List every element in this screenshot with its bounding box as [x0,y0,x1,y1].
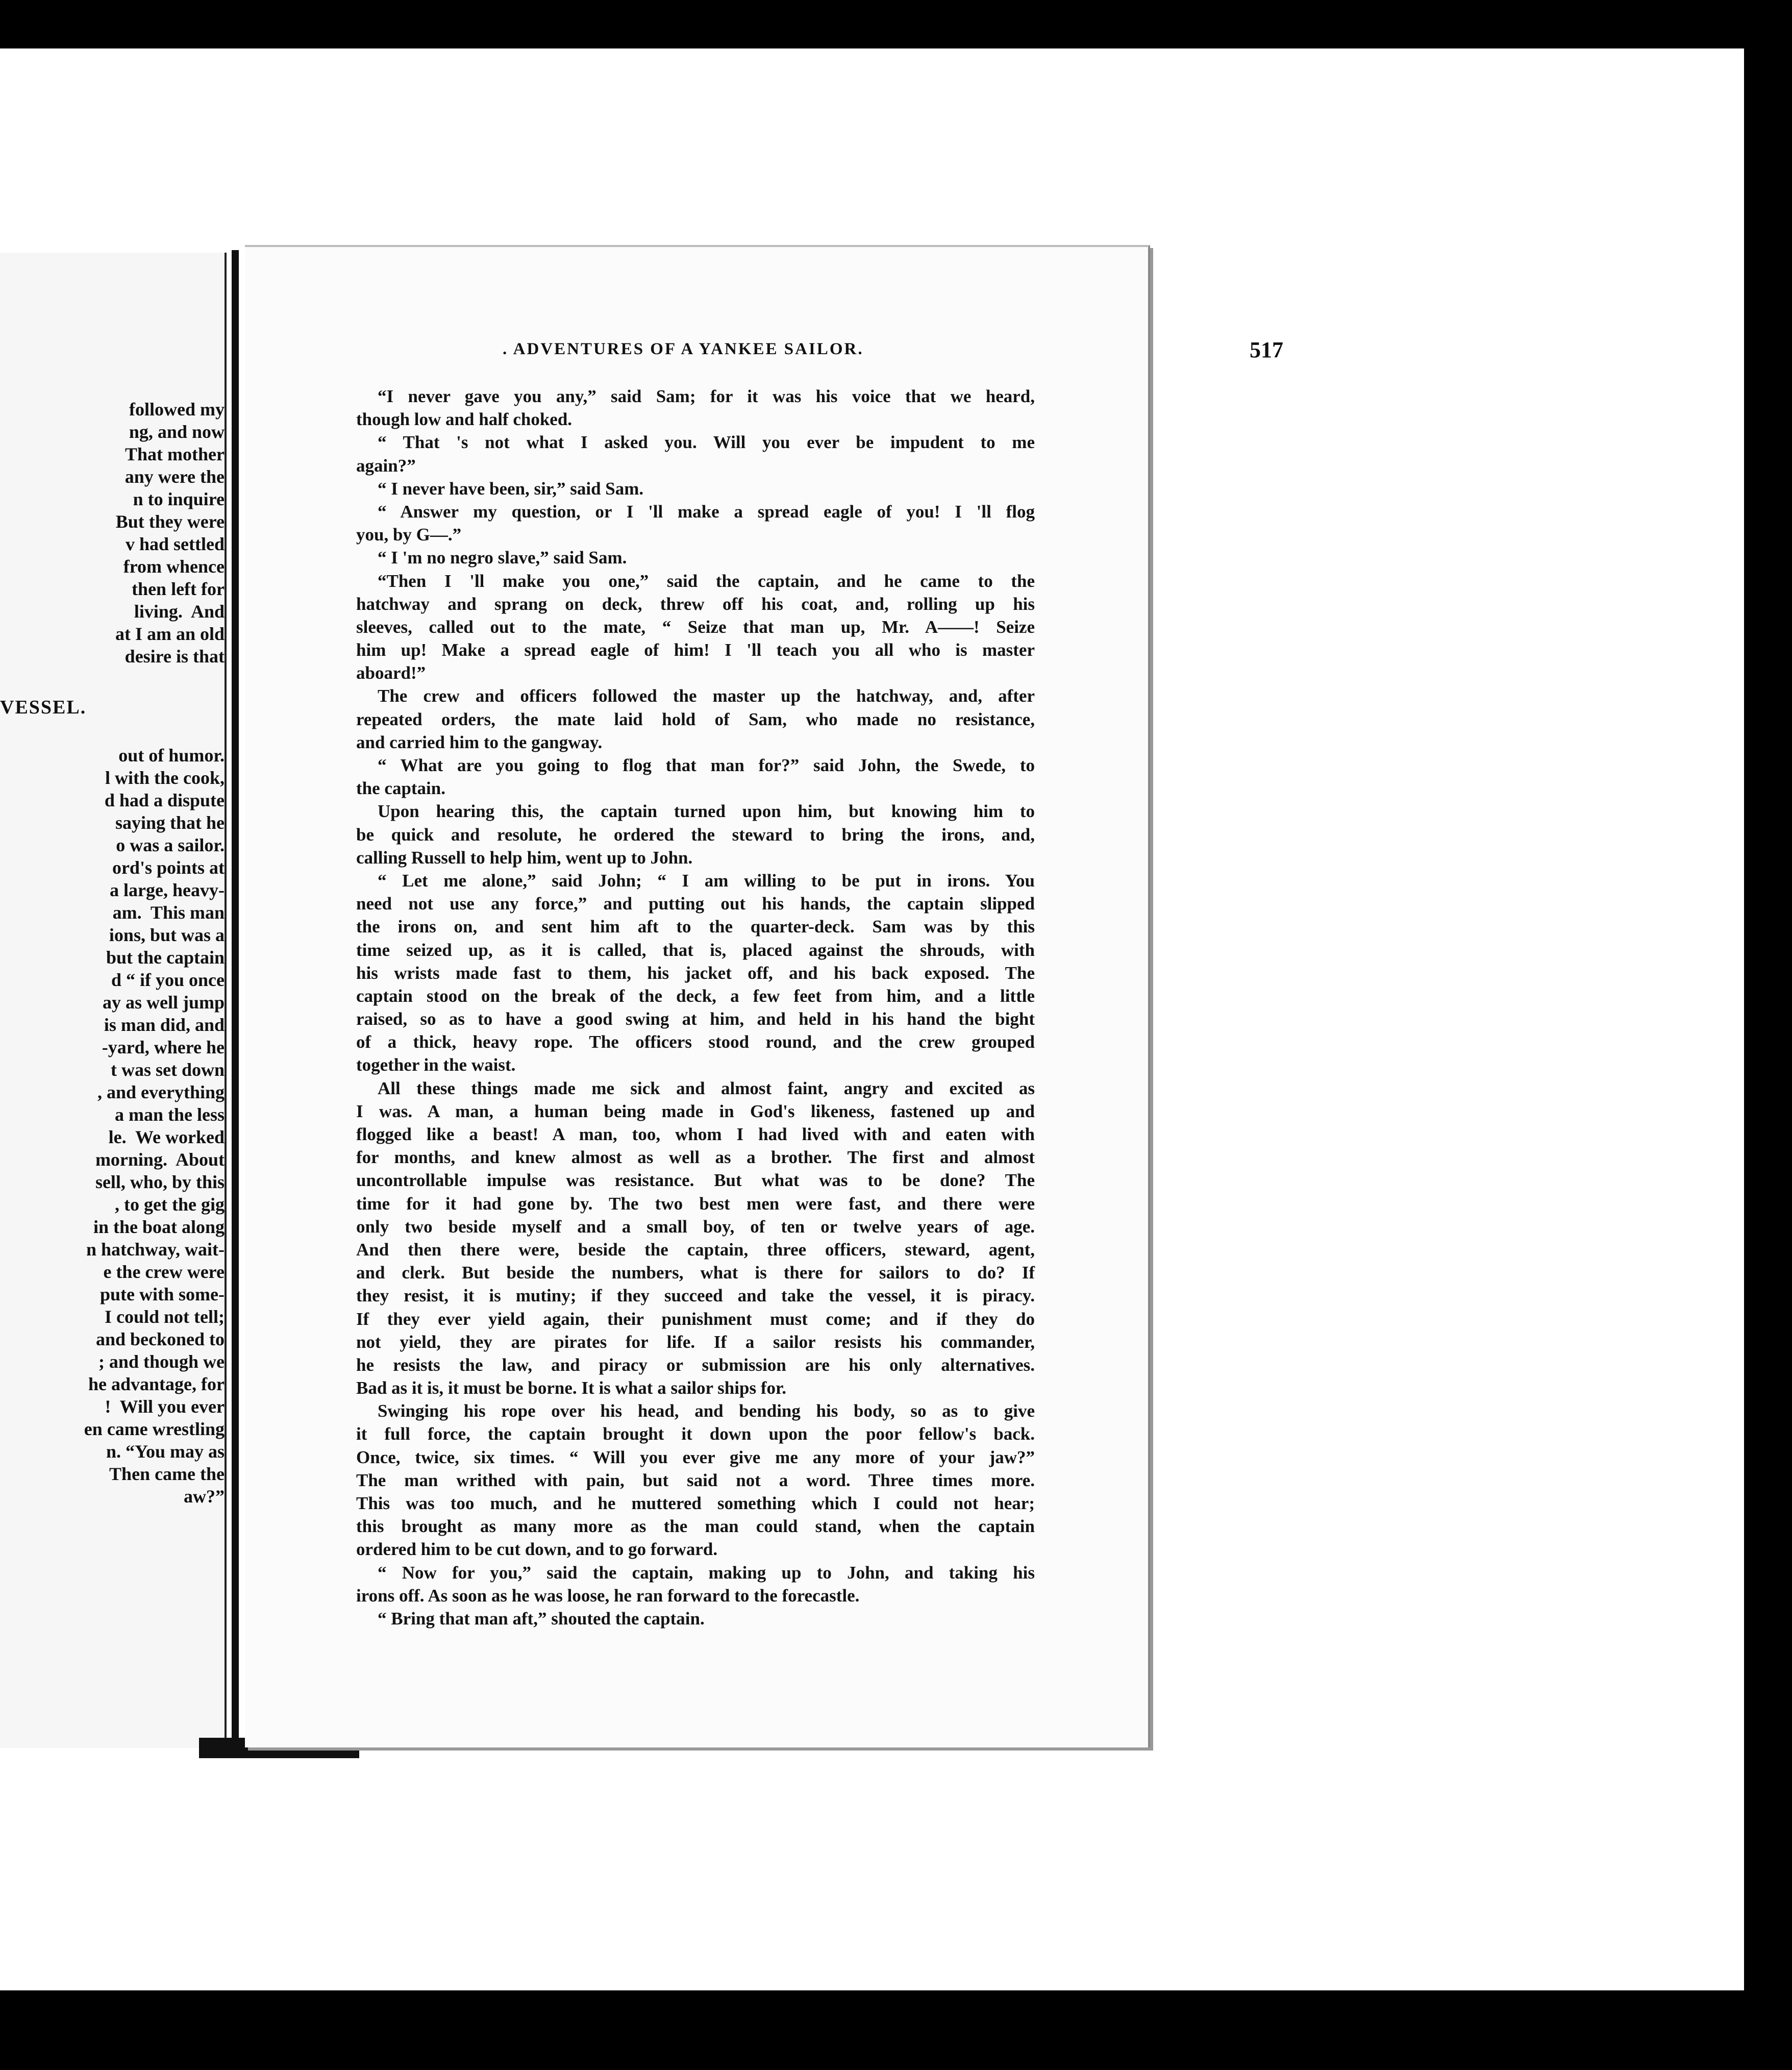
text-line: The crew and officers followed the master up the hatchway, and, after [378,686,1035,706]
left-page-line: and beckoned to [95,1329,225,1349]
left-page-line: followed my [129,399,225,420]
scan-right-border [1744,41,1792,1995]
left-page-line: t was set down [110,1059,225,1080]
text-line: I was. A man, a human being made in God's likeness, fastened up and [356,1101,1035,1121]
text-line: hatchway and sprang on deck, threw off his coat, and, rolling up his [356,594,1035,614]
left-page-line: a large, heavy- [110,880,225,900]
left-page-line: , to get the gig [115,1194,225,1215]
left-page-line: any were the [125,466,225,487]
left-page-line: out of humor. [118,745,225,766]
text-line: together in the waist. [356,1055,516,1075]
left-page-line: le. We worked [108,1127,225,1147]
left-page-line: a man the less [115,1104,225,1125]
text-line: you, by G—.” [356,525,462,545]
left-page-line: at I am an old [115,624,225,644]
left-page-line: am. This man [112,902,225,923]
left-page-line: e the crew were [103,1262,225,1282]
left-page-line: aw?” [184,1486,225,1507]
text-line: “Then I 'll make you one,” said the captain, and he came to the [378,571,1035,591]
text-line: sleeves, called out to the mate, “ Seize that man up, Mr. A——! Seize [356,617,1035,637]
text-line: Upon hearing this, the captain turned upon him, but knowing him to [378,801,1035,822]
left-page-line: , and everything [97,1082,225,1102]
left-page-line: n. “You may as [106,1441,225,1462]
page-header [503,337,1283,365]
left-page-line: But they were [115,511,225,532]
left-page-line: saying that he [115,812,225,833]
left-page-line: d “ if you once [111,970,225,990]
text-line: again?” [356,455,416,476]
left-page-line: from whence [123,556,225,577]
text-line: this brought as many more as the man could stand, when the captain [356,1516,1035,1537]
text-line: Bad as it is, it must be borne. It is what a sailor ships for. [356,1378,787,1398]
text-line: Once, twice, six times. “ Will you ever give me any more of your jaw?” [356,1447,1035,1467]
text-line: not yield, they are pirates for life. If a sailor resists his commander, [356,1332,1035,1352]
left-page-line: en came wrestling [84,1419,225,1439]
left-page-line: That mother [125,444,225,464]
text-line: for months, and knew almost as well as a brother. The first and almost [356,1147,1035,1168]
page-number: 517 [1250,337,1283,362]
left-page-line: ay as well jump [102,992,225,1013]
text-line: “ What are you going to flog that man for?” said John, the Swede, to [378,755,1035,775]
left-page-line: then left for [132,579,225,599]
text-line: irons off. As soon as he was loose, he ran forward to the forecastle. [356,1585,860,1606]
left-page-line: I could not tell; [104,1307,225,1327]
left-page-line: morning. About [95,1149,225,1170]
text-line: aboard!” [356,663,426,683]
text-line: the captain. [356,778,445,799]
text-line: need not use any force,” and putting out his hands, the captain slipped [356,894,1035,914]
left-page-line: n hatchway, wait- [86,1239,225,1260]
left-page-line: ; and though we [98,1351,225,1372]
text-line: ordered him to be cut down, and to go forward. [356,1539,718,1560]
text-line: they resist, it is mutiny; if they succeed and take the vessel, it is piracy. [356,1286,1035,1306]
left-page-heading: VESSEL. [0,697,87,718]
text-line: flogged like a beast! A man, too, whom I had lived with and eaten with [356,1124,1035,1144]
running-title: . ADVENTURES OF A YANKEE SAILOR. [503,340,864,358]
text-line: calling Russell to help him, went up to John. [356,847,693,868]
left-page-line: in the boat along [93,1217,225,1237]
left-page-line: v had settled [125,534,225,554]
left-page-line: but the captain [106,947,225,968]
left-page-line: desire is that [125,646,225,667]
left-page-line: ! Will you ever [105,1396,225,1417]
left-page-line: living. And [134,601,225,622]
left-page-line: pute with some- [100,1284,225,1304]
left-page-line: l with the cook, [105,768,225,788]
text-line: “ Bring that man aft,” shouted the captain. [378,1608,705,1629]
text-line: it full force, the captain brought it down upon the poor fellow's back. [356,1424,1035,1444]
left-page-line: n to inquire [133,489,225,509]
left-page-text [0,398,225,1508]
text-line: time for it had gone by. The two best men were fast, and there were [356,1193,1035,1214]
text-line: repeated orders, the mate laid hold of Sam, who made no resistance, [356,709,1035,729]
left-page-line: Then came the [109,1464,225,1484]
text-line: “ Now for you,” said the captain, making up to John, and taking his [378,1562,1035,1583]
page-517 [245,245,1283,1747]
left-page-line: ord's points at [112,857,225,878]
text-line: All these things made me sick and almost faint, angry and excited as [378,1078,1035,1098]
left-page-line: sell, who, by this [95,1172,225,1192]
text-line: This was too much, and he muttered something which I could not hear; [356,1493,1035,1513]
text-line: “ Answer my question, or I 'll make a spread eagle of you! I 'll flog [378,501,1035,522]
text-line: “I never gave you any,” said Sam; for it was his voice that we heard, [378,386,1035,406]
text-line: him up! Make a spread eagle of him! I 'll teach you all who is master [356,640,1035,660]
left-page-line: he advantage, for [88,1374,225,1394]
text-line: only two beside myself and a small boy, of ten or twelve years of age. [356,1216,1035,1237]
text-line: time seized up, as it is called, that is, placed against the shrouds, with [356,940,1035,960]
text-line: And then there were, beside the captain, three officers, steward, agent, [356,1239,1035,1260]
text-line: be quick and resolute, he ordered the steward to bring the irons, and, [356,824,1035,845]
text-line: “ That 's not what I asked you. Will you ever be impudent to me [378,432,1035,453]
body-text [356,385,1035,1630]
text-line: The man writhed with pain, but said not a word. Three times more. [356,1470,1035,1490]
left-page-fragment [0,253,227,1748]
text-line: “ I never have been, sir,” said Sam. [378,478,644,499]
text-line: his wrists made fast to them, his jacket off, and his back exposed. The [356,963,1035,983]
text-line: “ Let me alone,” said John; “ I am willing to be put in irons. You [378,870,1035,891]
text-line: If they ever yield again, their punishment must come; and if they do [356,1309,1035,1329]
left-page-line: is man did, and [104,1015,225,1035]
text-line: captain stood on the break of the deck, a few feet from him, and a little [356,985,1035,1006]
text-line: Swinging his rope over his head, and bending his body, so as to give [378,1401,1035,1421]
left-page-line: ions, but was a [109,925,225,945]
book-gutter [232,250,239,1745]
text-line: raised, so as to have a good swing at him, and held in his hand the bight [356,1009,1035,1029]
left-page-line: o was a sailor. [116,835,225,855]
text-line: and carried him to the gangway. [356,732,603,752]
left-page-line: ng, and now [129,422,225,442]
text-line: he resists the law, and piracy or submission are his only alternatives. [356,1354,1035,1375]
text-line: of a thick, heavy rope. The officers stood round, and the crew grouped [356,1032,1035,1052]
text-line: though low and half choked. [356,409,573,430]
text-line: uncontrollable impulse was resistance. But what was to be done? The [356,1170,1035,1191]
text-line: the irons on, and sent him aft to the quarter-deck. Sam was by this [356,917,1035,937]
text-line: “ I 'm no negro slave,” said Sam. [378,548,627,568]
left-page-line: -yard, where he [102,1037,225,1057]
left-page-line: d had a dispute [104,790,225,810]
text-line: and clerk. But beside the numbers, what is there for sailors to do? If [356,1263,1035,1283]
